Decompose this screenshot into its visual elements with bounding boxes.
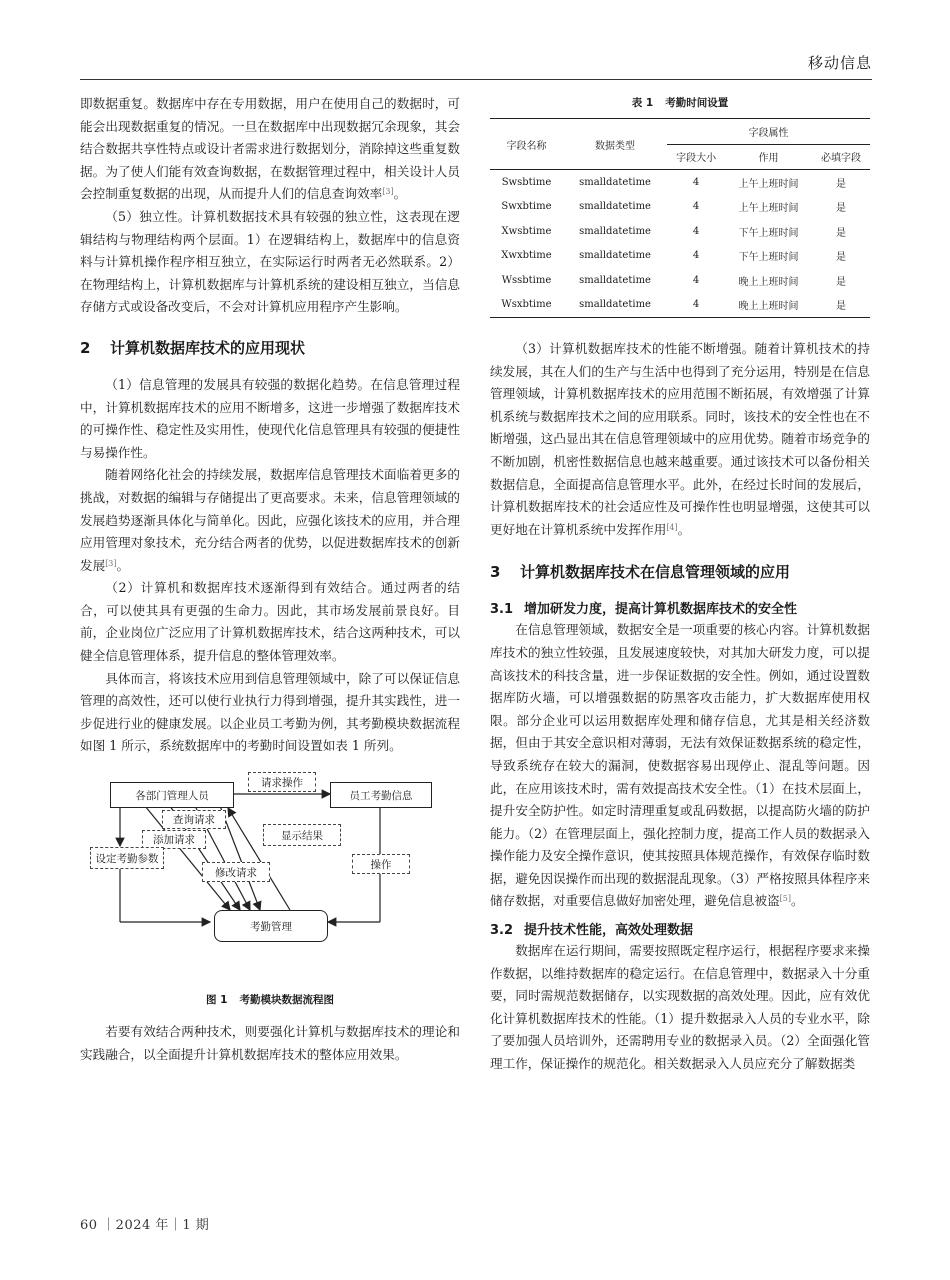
managers-box: 各部门管理人员 (110, 782, 234, 808)
table-caption: 表 1 考勤时间设置 (631, 97, 729, 109)
query-req-label: 查询请求 (162, 810, 226, 829)
operation-label: 操作 (352, 854, 410, 874)
paragraph: 在信息管理领域，数据安全是一项重要的核心内容。计算机数据库技术的独立性较强，且发展速度较快，对其加大研发力度，可以提高该技术的科技含量，进一步保证数据的安全性。例如，通过设置数据库防火墙，可以增强数据的防黑客攻击能力，扩大数据库使用权限。部分企业可以运用数据库处理和储存信息，尤其是相关经济数据，但由于其安全意识相对薄弱，无法有效保证数据系统的稳定性，导致系统存在较大的漏洞，使数据容易出现停止、混乱等问题。因此，在应用该技术时，需有效提高技术安全性。（1）在技术层面上，提升安全防护性。如定时清理重复或乱码数据，以提高防火墙的防护能力。（2）在管理层面上，强化控制力度，提高工作人员的数据录入操作能力及安全操作意识，使其按照具体规范操作，有效保存临时数据，避免因误操作而出现的数据混乱现象。（3）严格按照具体程序来储存数据，对重要信息做好加密处理，避免信息被盗[5]。 (490, 622, 870, 909)
col-data-type: 数据类型 (563, 119, 667, 170)
attendance-time-table (490, 118, 870, 318)
modify-req-label: 修改请求 (202, 862, 270, 882)
table-row: Swsbtime smalldatetime 4 上午上班时间 是 (501, 176, 846, 190)
citation[interactable]: [3] (105, 558, 117, 568)
request-op-label: 请求操作 (248, 772, 316, 792)
paragraph: 即数据重复。数据库中存在专用数据，用户在使用自己的数据时，可能会出现数据重复的情况。一旦在数据库中出现数据冗余现象，其会结合数据共享性特点或设计者需求进行数据划分，消除掉这些重复数据。为了使人们能有效查询数据，在数据管理过程中，相关设计人员会控制重复数据的出现，从而提升人们的信息查询效率[3]。 (80, 96, 460, 202)
figure-caption: 图 1 考勤模块数据流程图 (206, 994, 334, 1007)
col-field-attr: 字段属性 (667, 119, 870, 145)
table-row: Xwxbtime smalldatetime 4 下午上班时间 是 (501, 250, 846, 264)
table-row: Swxbtime smalldatetime 4 上午上班时间 是 (501, 201, 846, 215)
section-heading: 2 计算机数据库技术的应用现状 (80, 338, 306, 357)
attendance-info-box: 员工考勤信息 (330, 782, 432, 808)
paragraph: （1）信息管理的发展具有较强的数据化趋势。在信息管理过程中，计算机数据库技术的应用不断增多，这进一步增强了数据库技术的可操作性、稳定性及实用性，使现代化信息管理具有较强的便捷性与易操作性。 (80, 376, 460, 460)
subsection-heading: 3.1 增加研发力度，提高计算机数据库技术的安全性 (490, 602, 798, 618)
set-params-box: 设定考勤参数 (90, 847, 164, 869)
citation[interactable]: [4] (666, 522, 678, 532)
journal-name: 移动信息 (807, 54, 872, 72)
section-heading: 3 计算机数据库技术在信息管理领域的应用 (490, 563, 791, 582)
add-req-label: 添加请求 (142, 830, 206, 849)
table-row: Xwsbtime smalldatetime 4 下午上班时间 是 (501, 225, 846, 239)
page-footer: 60 ｜2024 年｜1 期 (80, 1218, 210, 1233)
paragraph: （5）独立性。计算机数据技术具有较强的独立性，这表现在逻辑结构与物理结构两个层面。1）在逻辑结构上，数据库中的信息资料与计算机操作程序相互独立，在实际运行时两者无必然联系。2）在物理结构上，计算机数据库与计算机系统的建设相互独立，当信息存储方式或设备改变后，不会对计算机应用程序产生影响。 (80, 208, 460, 315)
paragraph: 随着网络化社会的持续发展，数据库信息管理技术面临着更多的挑战，对数据的编辑与存储提出了更高要求。未来，信息管理领域的发展趋势逐渐具体化与简单化。因此，应强化该技术的应用，并合理应用管理对象技术，充分结合两者的优势，以促进数据库技术的创新发展[3]。 (80, 467, 460, 573)
citation[interactable]: [5] (779, 894, 791, 904)
paragraph: （3）计算机数据库技术的性能不断增强。随着计算机技术的持续发展，其在人们的生产与生活中也得到了充分运用，特别是在信息管理领域，计算机数据库技术的应用范围不断拓展，有效增强了计算机系统与数据库技术之间的应用联系。同时，该技术的安全性也在不断增强，这凸显出其在信息管理领域中的应用优势。随着市场竞争的不断加剧，机密性数据信息也越来越重要。通过该技术可以备份相关数据信息，全面提高信息管理水平。此外，在经过长时间的发展后，计算机数据库技术的社会适应性及可操作性也明显增强，这使其可以更好地在计算机系统中发挥作用[4]。 (490, 341, 870, 537)
paragraph: 若要有效结合两种技术，则要强化计算机与数据库技术的理论和实践融合，以全面提升计算机数据库技术的整体应用效果。 (80, 1024, 460, 1062)
paragraph: 具体而言，将该技术应用到信息管理领域中，除了可以保证信息管理的高效性，还可以使行业执行力得到增强，提升其实践性，进一步促进行业的健康发展。以企业员工考勤为例，其考勤模块数据流程如图 1 所示，系统数据库中的考勤时间设置如表 1 所列。 (80, 670, 460, 754)
col-size: 字段大小 (667, 144, 725, 170)
subsection-heading: 3.2 提升技术性能，高效处理数据 (490, 923, 694, 939)
col-field-name: 字段名称 (490, 119, 563, 170)
col-required: 必填字段 (812, 144, 870, 170)
paragraph: 数据库在运行期间，需要按照既定程序运行，根据程序要求来操作数据，以维持数据库的稳定运行。在信息管理中，数据录入十分重要，同时需规范数据储存，以实现数据的高效处理。因此，应有效优化计算机数据库技术的性能。（1）提升数据录入人员的专业水平，除了要加强人员培训外，还需聘用专业的数据录入员。（2）全面强化管理工作，保证操作的规范化。相关数据录入人员应充分了解数据类 (490, 943, 870, 1072)
col-usage: 作用 (725, 144, 812, 170)
table-row: Wssbtime smalldatetime 4 晚上上班时间 是 (501, 274, 846, 288)
paragraph: （2）计算机和数据库技术逐渐得到有效结合。通过两者的结合，可以使其具有更强的生命力。因此，其市场发展前景良好。目前，企业岗位广泛应用了计算机数据库技术，结合这两种技术，可以健全信息管理体系，提升信息的整体管理效率。 (80, 580, 460, 664)
left-column (80, 93, 460, 1066)
show-result-label: 显示结果 (263, 824, 341, 846)
header-rule (80, 79, 872, 80)
attendance-mgmt-box: 考勤管理 (214, 910, 328, 942)
flow-diagram (80, 772, 460, 982)
right-column (490, 93, 870, 1076)
table-row: Wsxbtime smalldatetime 4 晚上上班时间 是 (490, 293, 870, 318)
citation[interactable]: [3] (382, 187, 394, 197)
